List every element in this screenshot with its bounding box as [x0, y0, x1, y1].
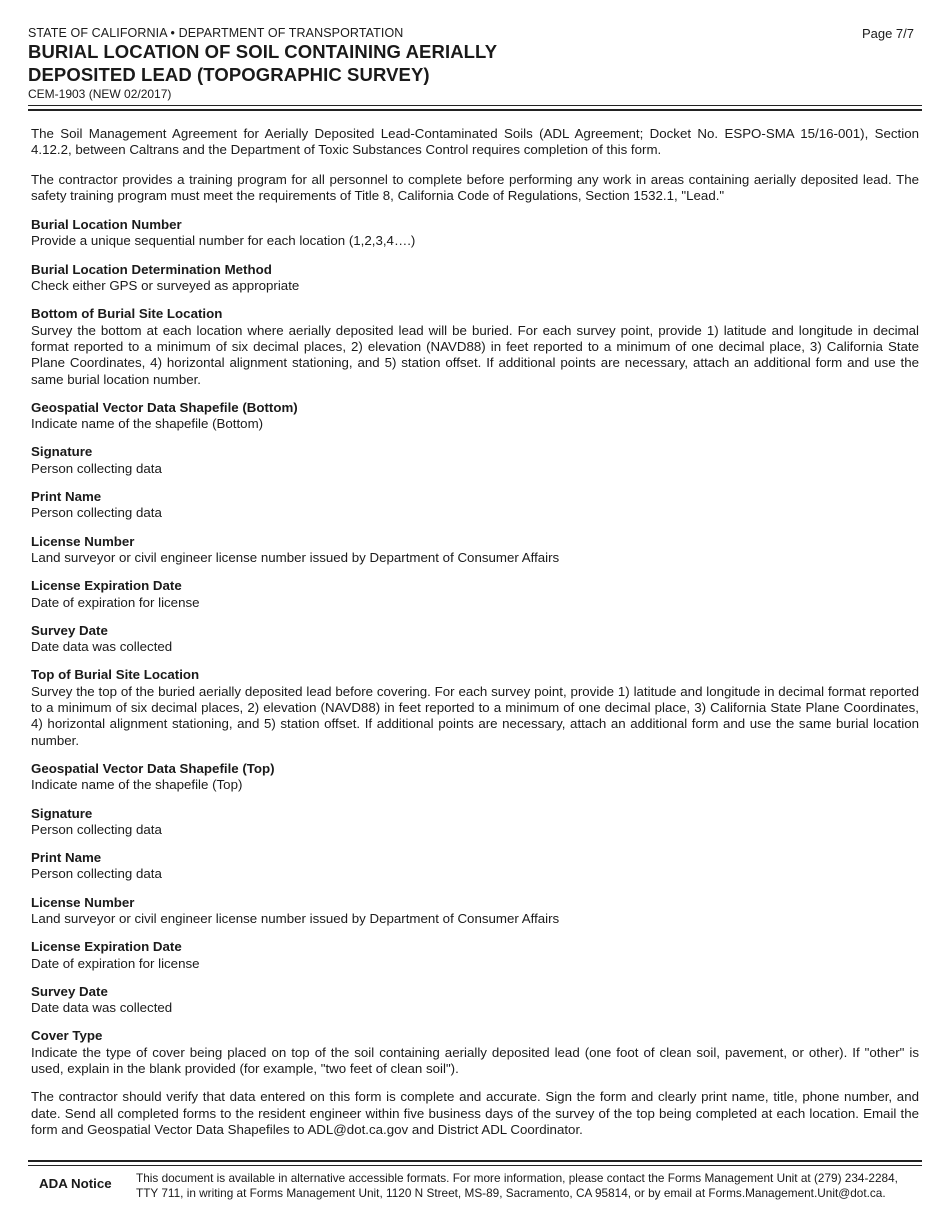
- section-text: Survey the top of the buried aerially deposited lead before covering. For each survey point, provide 1) latitude and longitude in decimal format reported to a minimum of six decimal places, 2) elevation (NAVD88) in feet reported to a minimum of one decimal place, 3) California State Plane Coordinates, 4) horizontal alignment stationing, and 5) station offset. If additional points are necessary, attach an additional form and use the same burial location number.: [31, 683, 919, 748]
- footer-divider-thick: [28, 1160, 922, 1162]
- section-text: Date of expiration for license: [31, 955, 200, 971]
- instruction-section: [31, 1028, 919, 1077]
- instruction-section: [31, 489, 919, 522]
- agency-line: STATE OF CALIFORNIA • DEPARTMENT OF TRANSPORTATION: [28, 26, 404, 40]
- section-heading: Survey Date: [31, 983, 108, 999]
- form-header: [28, 26, 920, 102]
- intro-paragraph: The Soil Management Agreement for Aerially Deposited Lead-Contaminated Soils (ADL Agreement; Docket No. ESPO-SMA 15/16-001), Section 4.12.2, between Caltrans and the Department of Toxic Substances Control requires completion of this form.: [31, 126, 919, 158]
- page-number: Page 7/7: [861, 26, 914, 41]
- closing-paragraph: The contractor should verify that data entered on this form is complete and accurate. Sign the form and clearly print name, title, phone number, and date. Send all completed forms to the resident engineer within five business days of the survey of the top being completed at each location. Email the form and Geospatial Vector Data Shapefiles to ADL@dot.ca.gov and District ADL Coordinator.: [31, 1089, 919, 1137]
- section-heading: License Number: [31, 533, 135, 549]
- section-text: Date of expiration for license: [31, 594, 200, 610]
- header-divider-thick: [28, 109, 922, 111]
- instruction-section: [31, 217, 919, 250]
- section-text: Survey the bottom at each location where aerially deposited lead will be buried. For each survey point, provide 1) latitude and longitude in decimal format reported to a minimum of six decimal places, 2) elevation (NAVD88) in feet reported to a minimum of one decimal place, 3) California State Plane Coordinates, 4) horizontal alignment stationing, and 5) station offset. If additional points are necessary, attach an additional form and use the same burial location number.: [31, 322, 919, 387]
- header-divider-thin: [28, 105, 922, 106]
- instructions-body: [31, 126, 919, 1151]
- instruction-section: [31, 400, 919, 433]
- section-heading: License Expiration Date: [31, 578, 182, 594]
- section-text: Provide a unique sequential number for each location (1,2,3,4….): [31, 233, 416, 249]
- section-text: Indicate name of the shapefile (Bottom): [31, 416, 264, 432]
- section-text: Indicate the type of cover being placed on top of the soil containing aerially deposited lead (one foot of clean soil, pavement, or other). If "other" is used, explain in the blank provided (for example, "two feet of clean soil").: [31, 1044, 919, 1077]
- section-heading: License Number: [31, 894, 135, 910]
- section-text: Date data was collected: [31, 639, 173, 655]
- section-heading: Print Name: [31, 850, 102, 866]
- section-text: Person collecting data: [31, 505, 162, 521]
- section-text: Person collecting data: [31, 821, 162, 837]
- ada-notice-text: This document is available in alternative accessible formats. For more information, please contact the Forms Management Unit at (279) 234-2284, TTY 711, in writing at Forms Management Unit, 1120 N Street, MS-89, Sacramento, CA 95814, or by email at Forms.Management.Unit@dot.ca.: [136, 1171, 898, 1200]
- instruction-section: [31, 761, 919, 794]
- section-heading: Signature: [31, 444, 93, 460]
- instruction-section: [31, 850, 919, 883]
- footer-divider-thin: [28, 1165, 922, 1166]
- section-heading: License Expiration Date: [31, 939, 182, 955]
- section-text: Person collecting data: [31, 460, 162, 476]
- form-title-line2: DEPOSITED LEAD (TOPOGRAPHIC SURVEY): [28, 64, 430, 85]
- section-heading: Print Name: [31, 489, 102, 505]
- section-heading: Signature: [31, 805, 93, 821]
- instruction-section: [31, 984, 919, 1017]
- section-text: Person collecting data: [31, 866, 162, 882]
- section-text: Check either GPS or surveyed as appropriate: [31, 278, 300, 294]
- instruction-section: [31, 262, 919, 295]
- instruction-section: [31, 578, 919, 611]
- instruction-section: [31, 306, 919, 387]
- section-text: Land surveyor or civil engineer license number issued by Department of Consumer Affairs: [31, 910, 560, 926]
- ada-notice-label: ADA Notice: [39, 1176, 112, 1191]
- section-heading: Burial Location Number: [31, 217, 182, 233]
- intro-paragraph: The contractor provides a training program for all personnel to complete before performing any work in areas containing aerially deposited lead. The safety training program must meet the requirements of Title 8, California Code of Regulations, Section 1532.1, "Lead.": [31, 171, 919, 203]
- form-title-line1: BURIAL LOCATION OF SOIL CONTAINING AERIALLY: [28, 41, 498, 62]
- instruction-section: [31, 806, 919, 839]
- section-heading: Geospatial Vector Data Shapefile (Top): [31, 760, 275, 776]
- instruction-section: [31, 895, 919, 928]
- section-heading: Geospatial Vector Data Shapefile (Bottom): [31, 399, 298, 415]
- instruction-section: [31, 623, 919, 656]
- form-number: CEM-1903 (NEW 02/2017): [28, 87, 172, 101]
- section-heading: Cover Type: [31, 1028, 103, 1044]
- instruction-section: [31, 444, 919, 477]
- section-text: Date data was collected: [31, 1000, 173, 1016]
- section-heading: Top of Burial Site Location: [31, 667, 200, 683]
- section-text: Indicate name of the shapefile (Top): [31, 777, 243, 793]
- section-text: Land surveyor or civil engineer license number issued by Department of Consumer Affairs: [31, 549, 560, 565]
- instruction-section: [31, 534, 919, 567]
- section-heading: Burial Location Determination Method: [31, 261, 272, 277]
- instruction-section: [31, 667, 919, 748]
- section-heading: Survey Date: [31, 622, 108, 638]
- instruction-section: [31, 939, 919, 972]
- section-heading: Bottom of Burial Site Location: [31, 306, 223, 322]
